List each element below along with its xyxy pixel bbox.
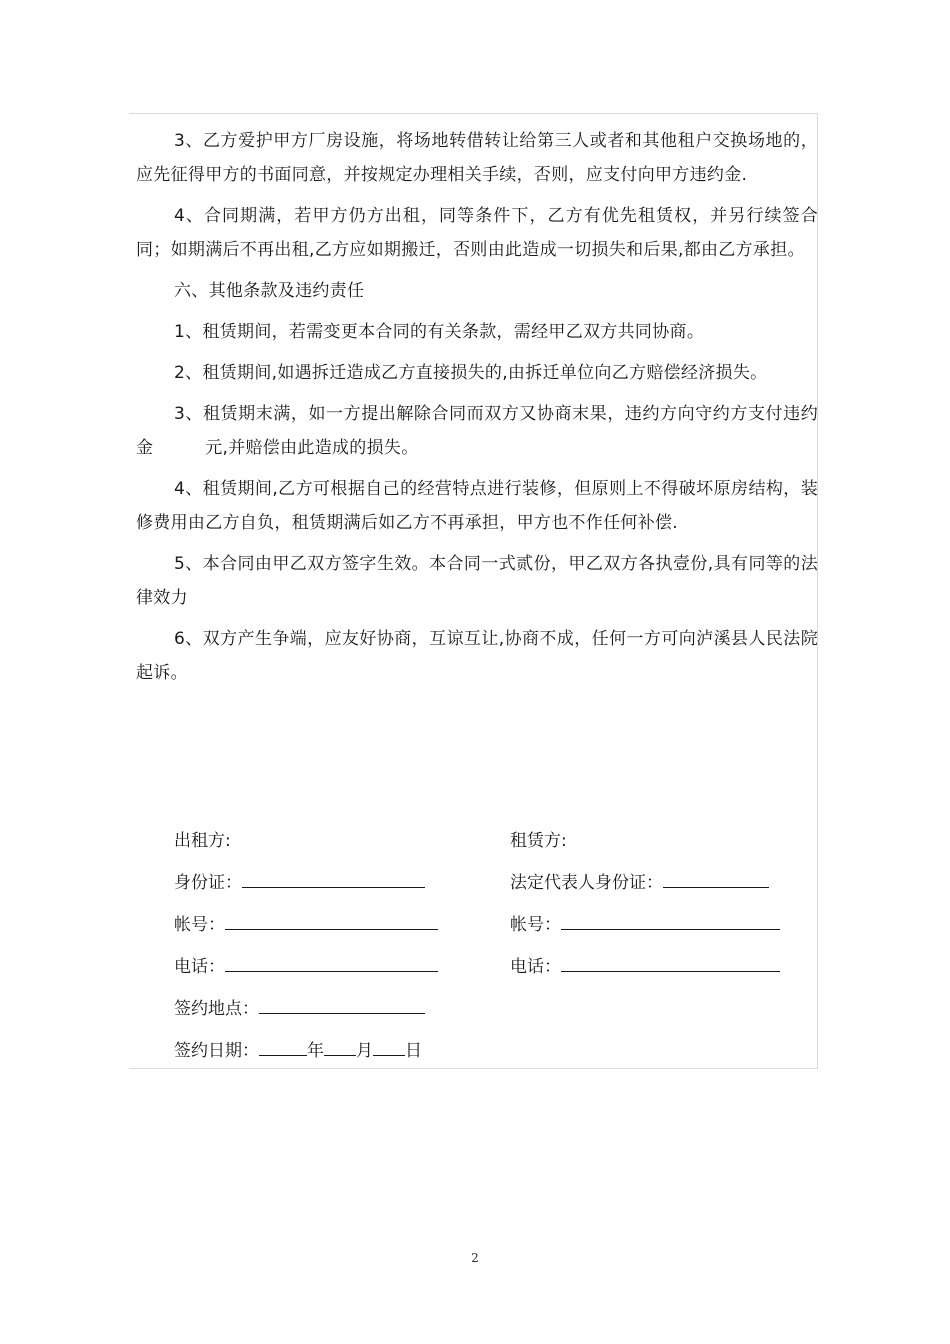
phone-label-left: 电话： [174, 957, 225, 977]
account-blank-left[interactable] [225, 912, 438, 930]
lessee-id [510, 868, 769, 893]
clause-5-4: 4、合同期满，若甲方仍方出租，同等条件下，乙方有优先租赁权，并另行续签合同；如期满后不再出租,乙方应如期搬迁，否则由此造成一切损失和后果,都由乙方承担。 [136, 206, 818, 260]
signature-row-account [136, 910, 818, 952]
month-label: 月 [356, 1041, 373, 1061]
day-blank[interactable] [373, 1038, 405, 1056]
phone-label-right: 电话： [510, 957, 561, 977]
lessor-id [174, 868, 425, 893]
signature-row-id [136, 868, 818, 910]
account-blank-right[interactable] [561, 912, 780, 930]
clause-6-1: 1、租赁期间，若需变更本合同的有关条款，需经甲乙双方共同协商。 [174, 322, 705, 342]
sign-place-blank[interactable] [259, 996, 425, 1014]
signature-row-place [136, 994, 818, 1036]
sign-place [174, 994, 425, 1019]
signature-row-date [136, 1036, 818, 1078]
clause-6-6: 6、双方产生争端，应友好协商，互谅互让,协商不成，任何一方可向泸溪县人民法院起诉。 [136, 629, 818, 683]
year-label: 年 [307, 1041, 324, 1061]
clause-6-5: 5、本合同由甲乙双方签字生效。本合同一式贰份，甲乙双方各执壹份,具有同等的法律效力 [136, 554, 818, 608]
signature-row-phone [136, 952, 818, 994]
clause-5-3: 3、乙方爱护甲方厂房设施，将场地转借转让给第三人或者和其他租户交换场地的，应先征得甲方的书面同意，并按规定办理相关手续，否则，应支付向甲方违约金. [136, 131, 818, 185]
phone-blank-left[interactable] [225, 954, 438, 972]
clause-6-4: 4、租赁期间,乙方可根据自己的经营特点进行装修，但原则上不得破坏原房结构，装修费用由乙方自负，租赁期满后如乙方不再承担，甲方也不作任何补偿. [136, 479, 818, 533]
legal-rep-id-blank[interactable] [663, 870, 769, 888]
sign-date [174, 1036, 422, 1061]
contract-body [136, 124, 818, 697]
id-blank[interactable] [242, 870, 425, 888]
lessee-account [510, 910, 780, 935]
year-blank[interactable] [259, 1038, 307, 1056]
sign-date-label: 签约日期： [174, 1041, 259, 1061]
signature-row-parties [136, 826, 818, 868]
section-6-heading: 六、其他条款及违约责任 [174, 281, 365, 301]
sign-place-label: 签约地点： [174, 999, 259, 1019]
account-label-right: 帐号： [510, 915, 561, 935]
lessor-label: 出租方: [174, 831, 231, 851]
clause-6-2: 2、租赁期间,如遇拆迁造成乙方直接损失的,由拆迁单位向乙方赔偿经济损失。 [174, 363, 768, 383]
lessor-account [174, 910, 438, 935]
day-label: 日 [405, 1041, 422, 1061]
clause-6-3: 3、租赁期末满，如一方提出解除合同而双方又协商末果，违约方向守约方支付违约金 元,并赔偿由此造成的损失。 [136, 404, 818, 458]
lessee-phone [510, 952, 780, 977]
account-label-left: 帐号： [174, 915, 225, 935]
signature-block [136, 826, 818, 1078]
lessee-label: 租赁方: [510, 831, 567, 851]
id-label: 身份证： [174, 873, 242, 893]
month-blank[interactable] [324, 1038, 356, 1056]
page-number: 2 [471, 1251, 479, 1265]
phone-blank-right[interactable] [561, 954, 780, 972]
lessor-phone [174, 952, 438, 977]
legal-rep-id-label: 法定代表人身份证： [510, 873, 663, 893]
